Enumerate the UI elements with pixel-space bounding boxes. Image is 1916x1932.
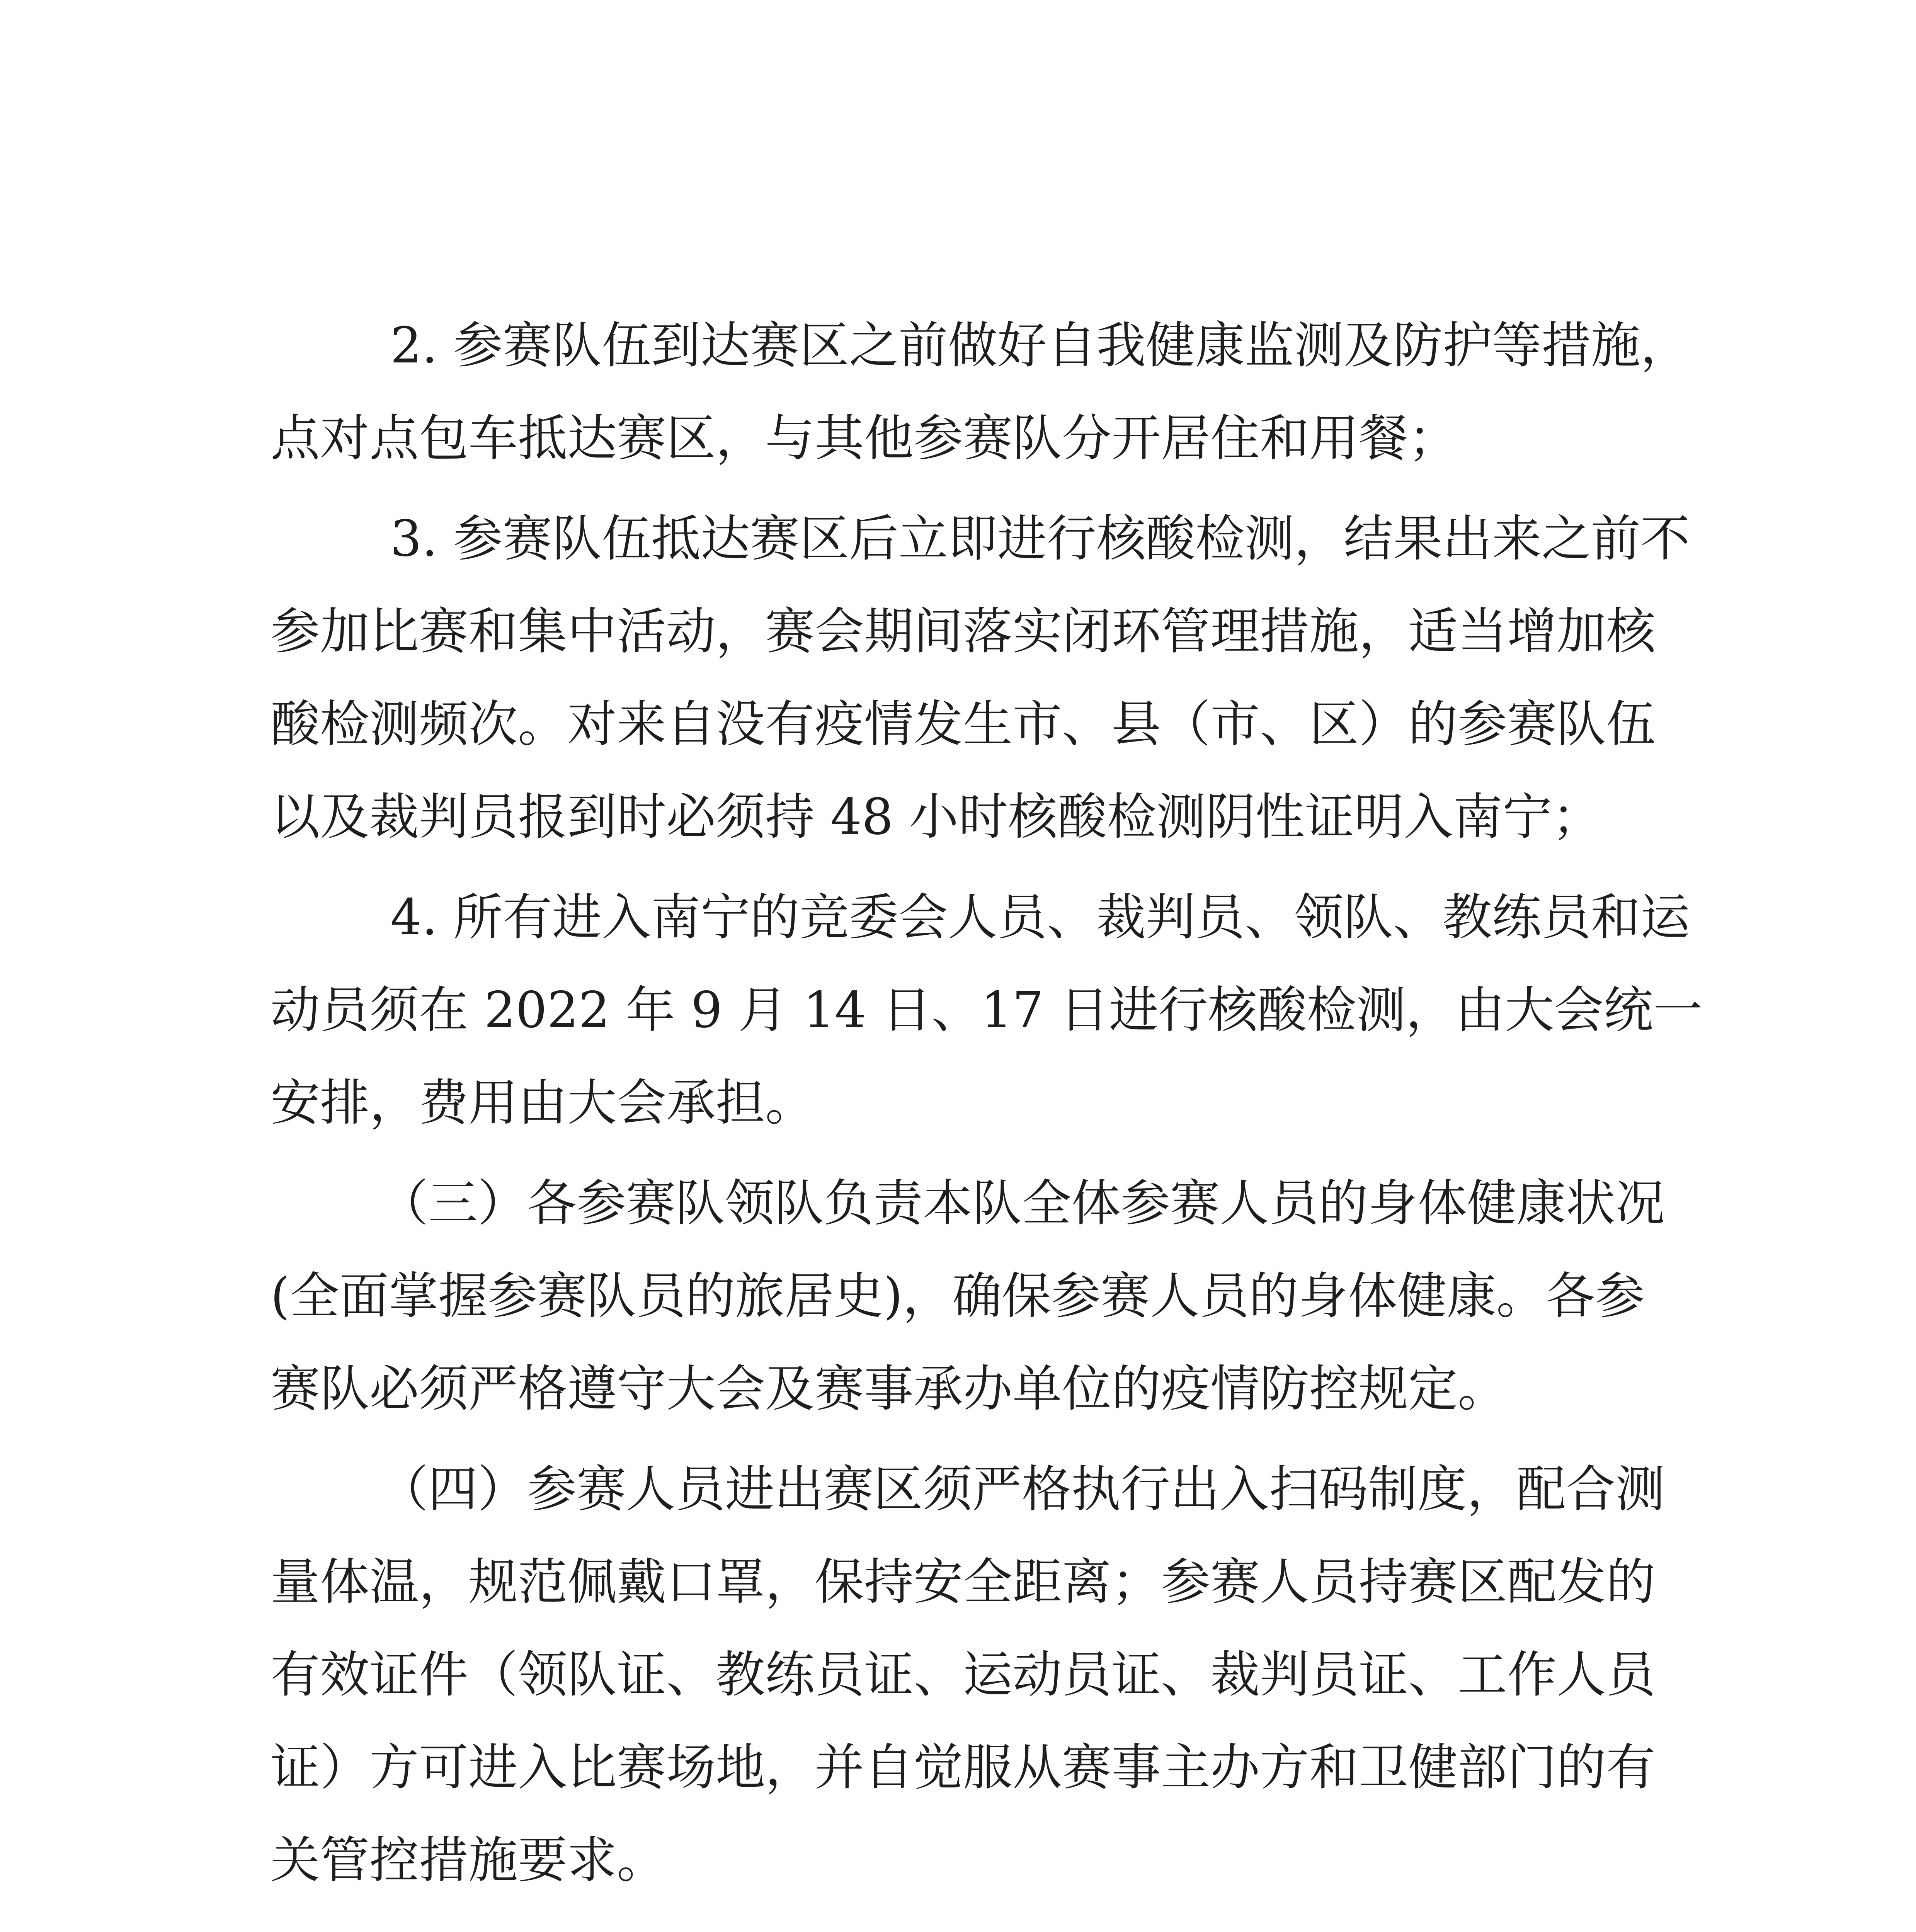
para-5-line-2: 量体温，规范佩戴口罩，保持安全距离；参赛人员持赛区配发的 bbox=[271, 1553, 1656, 1611]
para-2-line-2: 参加比赛和集中活动，赛会期间落实闭环管理措施，适当增加核 bbox=[271, 603, 1656, 660]
para-2-line-4: 以及裁判员报到时必须持 48 小时核酸检测阴性证明入南宁； bbox=[271, 788, 1602, 846]
para-5-line-4: 证）方可进入比赛场地，并自觉服从赛事主办方和卫健部门的有 bbox=[271, 1739, 1656, 1796]
para-2-line-3: 酸检测频次。对来自没有疫情发生市、县（市、区）的参赛队伍 bbox=[271, 696, 1656, 753]
para-4-line-3: 赛队必须严格遵守大会及赛事承办单位的疫情防控规定。 bbox=[271, 1360, 1508, 1418]
para-3-line-3: 安排，费用由大会承担。 bbox=[271, 1074, 815, 1132]
para-2-line-1: 3. 参赛队伍抵达赛区后立即进行核酸检测，结果出来之前不 bbox=[390, 510, 1690, 568]
para-5-line-1: （四）参赛人员进出赛区须严格执行出入扫码制度，配合测 bbox=[379, 1461, 1665, 1518]
para-1-line-1: 2. 参赛队伍到达赛区之前做好自我健康监测及防护等措施， bbox=[390, 317, 1690, 374]
para-4-line-2: (全面掌握参赛队员的旅居史)，确保参赛人员的身体健康。各参 bbox=[271, 1267, 1645, 1325]
para-5-line-3: 有效证件（领队证、教练员证、运动员证、裁判员证、工作人员 bbox=[271, 1646, 1656, 1704]
para-3-line-2: 动员须在 2022 年 9 月 14 日、17 日进行核酸检测，由大会统一 bbox=[271, 981, 1703, 1039]
para-1-line-2: 点对点包车抵达赛区，与其他参赛队分开居住和用餐； bbox=[271, 410, 1458, 467]
para-3-line-1: 4. 所有进入南宁的竞委会人员、裁判员、领队、教练员和运 bbox=[390, 889, 1690, 946]
para-5-line-5: 关管控措施要求。 bbox=[271, 1832, 667, 1889]
para-4-line-1: （三）各参赛队领队负责本队全体参赛人员的身体健康状况 bbox=[379, 1175, 1665, 1232]
